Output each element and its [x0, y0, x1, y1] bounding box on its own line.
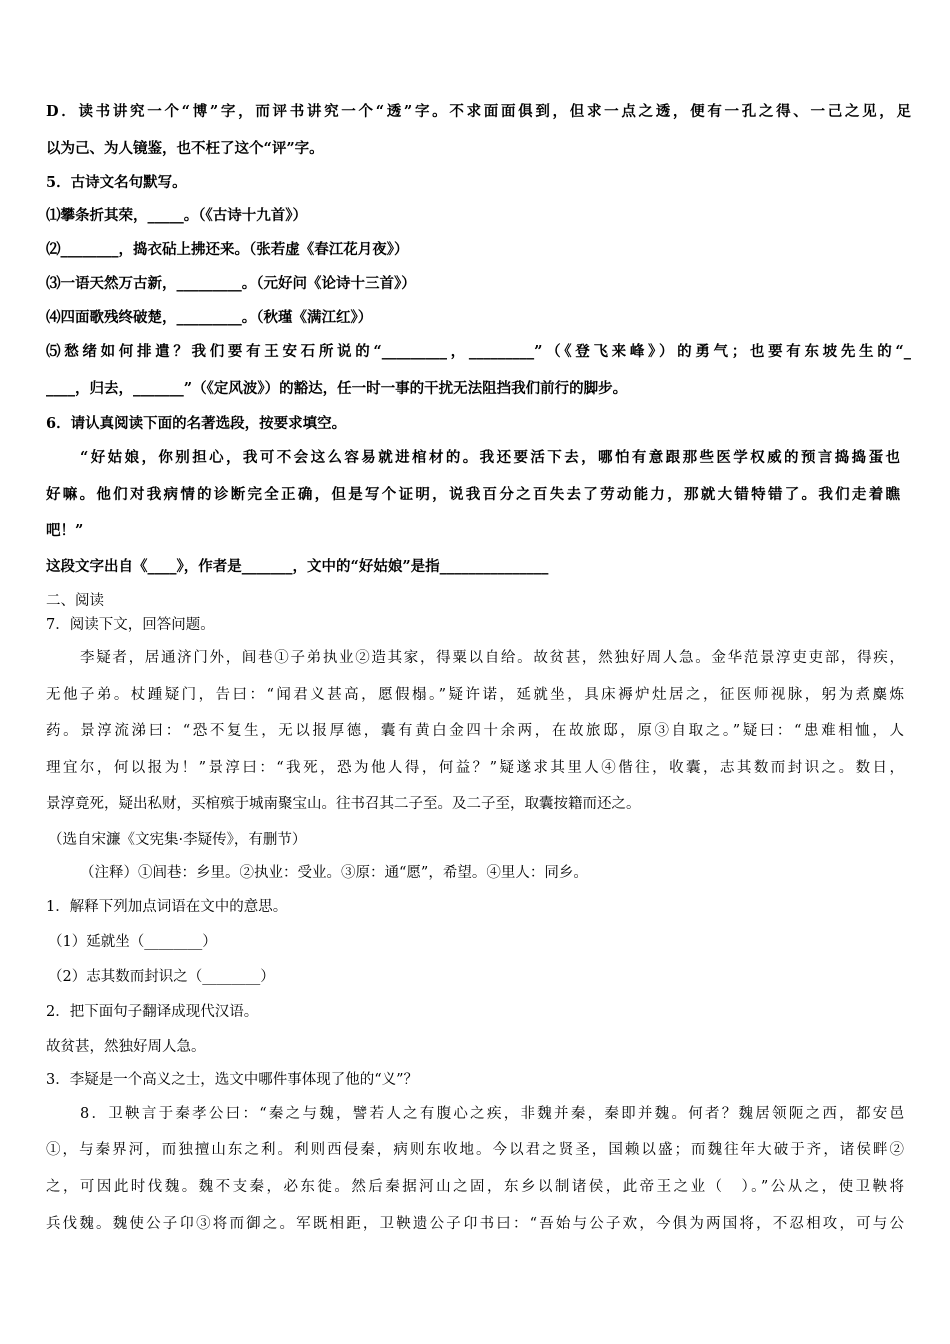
annotation-note: （注释）①闾巷：乡里。②执业：受业。③原：通“愿”，希望。④里人：同乡。	[80, 865, 588, 881]
q5-item-5-line-1: ⑸愁绪如何排遣？我们要有王安石所说的“_________，_________”（《登飞来峰》）的勇气；也要有东坡先生的“_	[46, 343, 911, 360]
q6-fill-line: 这段文字出自《____》，作者是_______，文中的“好姑娘”是指_______________	[46, 558, 549, 575]
question-5-title: 5．古诗文名句默写。	[46, 174, 187, 191]
q7-sub-1-item-1: （1）延就坐（________）	[48, 934, 217, 950]
q7-sub-1: 1．解释下列加点词语在文中的意思。	[46, 899, 288, 915]
q5-item-3: ⑶一语天然万古新，_________。（元好问《论诗十三首》）	[46, 275, 416, 292]
option-d-line-2: 以为己、为人镜鉴，也不枉了这个“评”字。	[46, 140, 324, 157]
question-7-title: 7．阅读下文，回答问题。	[46, 617, 215, 633]
passage-line-3: 药。景淳流涕曰：“恐不复生，无以报厚德，囊有黄白金四十余两，在故旅邸，原③自取之。”疑曰：“患难相恤，人	[46, 723, 904, 739]
q8-passage-line-4: 兵伐魏。魏使公子卬③将而御之。军既相距，卫鞅遗公子卬书曰：“吾始与公子欢，今俱为两国将，不忍相攻，可与公	[46, 1216, 904, 1232]
q7-sub-3: 3．李疑是一个高义之士，选文中哪件事体现了他的“义”？	[46, 1072, 419, 1088]
passage-line-2: 无他子弟。杖踵疑门，告曰：“闻君义甚高，愿假榻。”疑许诺，延就坐，具床褥炉灶居之，征医师视脉，躬为煮麋炼	[46, 687, 904, 703]
q7-sub-1-item-2: （2）志其数而封识之（________）	[48, 969, 275, 985]
excerpt-line-1: “好姑娘，你别担心，我可不会这么容易就进棺材的。我还要活下去，哪怕有意跟那些医学权威的预言捣捣蛋也	[80, 449, 900, 466]
q5-item-1: ⑴攀条折其荣，_____。（《古诗十九首》）	[46, 207, 307, 224]
q5-item-4: ⑷四面歌残终破楚，_________。（秋瑾《满江红》）	[46, 309, 373, 326]
source-note: （选自宋濂《文宪集·李疑传》，有删节）	[48, 832, 307, 848]
q8-passage-line-1: 8．卫鞅言于秦孝公曰：“秦之与魏，譬若人之有腹心之疾，非魏并秦，秦即并魏。何者？魏居领阨之西，都安邑	[80, 1106, 904, 1122]
section-2-heading: 二、阅读	[46, 593, 104, 609]
excerpt-line-2: 好嘛。他们对我病情的诊断完全正确，但是写个证明，说我百分之百失去了劳动能力，那就大错特错了。我们走着瞧	[46, 486, 900, 503]
question-6-title: 6．请认真阅读下面的名著选段，按要求填空。	[46, 415, 347, 432]
q8-passage-line-2: ①，与秦界河，而独擅山东之利。利则西侵秦，病则东收地。今以君之贤圣，国赖以盛；而魏往年大破于齐，诸侯畔②	[46, 1142, 904, 1158]
q5-item-2: ⑵________，捣衣砧上拂还来。（张若虚《春江花月夜》）	[46, 241, 409, 258]
passage-line-4: 理宜尔，何以报为！”景淳曰：“我死，恐为他人得，何益？”疑遂求其里人④偕往，收囊，志其数而封识之。数日，	[46, 760, 904, 776]
excerpt-line-3: 吧！”	[46, 522, 84, 539]
passage-line-5: 景淳竟死，疑出私财，买棺殡于城南聚宝山。往书召其二子至。及二子至，取囊按籍而还之。	[46, 796, 641, 812]
q7-sub-2: 2．把下面句子翻译成现代汉语。	[46, 1004, 259, 1020]
q7-sub-2-sentence: 故贫甚，然独好周人急。	[46, 1039, 206, 1055]
passage-line-1: 李疑者，居通济门外，闾巷①子弟执业②造其家，得粟以自给。故贫甚，然独好周人急。金华范景淳吏吏部，得疾，	[80, 650, 904, 666]
option-d-line-1: D．读书讲究一个“博”字，而评书讲究一个“透”字。不求面面俱到，但求一点之透，便有一孔之得、一己之见，足	[46, 103, 911, 120]
q8-passage-line-3: 之，可因此时伐魏。魏不支秦，必东徙。然后秦据河山之固，东乡以制诸侯，此帝王之业（ ）。”公从之，使卫鞅将	[46, 1179, 904, 1195]
q5-item-5-line-2: ____，归去，_______”（《定风波》）的豁达，任一时一事的干扰无法阻挡我们前行的脚步。	[46, 380, 628, 397]
